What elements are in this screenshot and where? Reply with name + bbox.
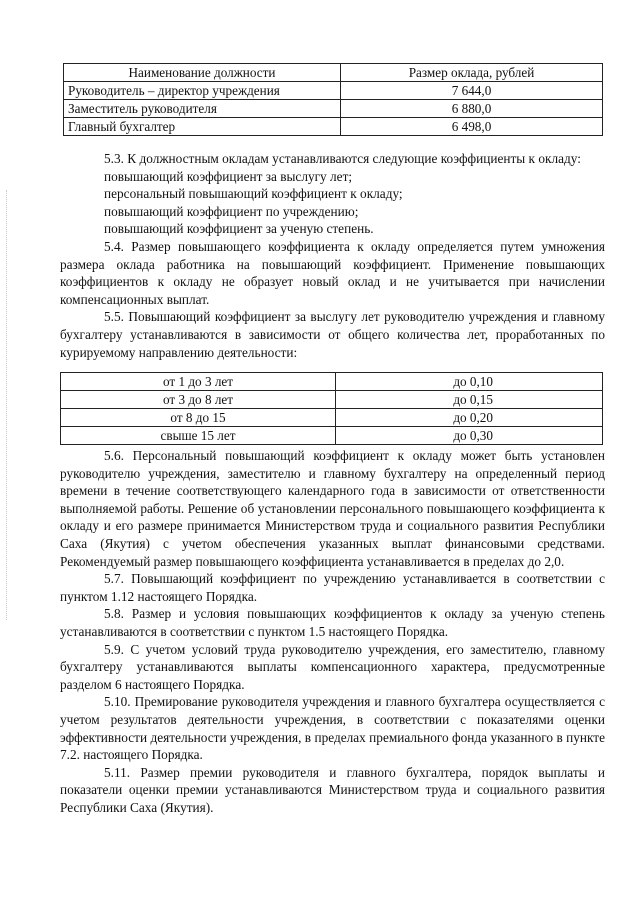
header-salary: Размер оклада, рублей [341, 64, 603, 82]
scan-edge-artifact [6, 190, 8, 620]
period-cell: от 1 до 3 лет [61, 373, 336, 391]
paragraph-5-4: 5.4. Размер повышающего коэффициента к окладу определяется путем умножения размера оклада работника на повышающий коэффициент. Применение повышающих коэффициентов к окладу не образует новый оклад и не учитывается при начислении компенсационных выплат. [60, 238, 605, 307]
list-item: повышающий коэффициент по учреждению; [104, 203, 359, 219]
text-block-bottom [60, 447, 605, 816]
coefficient-cell: до 0,15 [336, 391, 603, 409]
table-row [64, 118, 603, 136]
period-cell: от 8 до 15 [61, 409, 336, 427]
paragraph-5-11: 5.11. Размер премии руководителя и главного бухгалтера, порядок выплаты и показатели оценки премии устанавливаются Министерством труда и социального развития Республики Саха (Якутия). [60, 764, 605, 815]
salary-cell: 7 644,0 [341, 82, 603, 100]
table-row [61, 409, 603, 427]
table-row [64, 82, 603, 100]
text-block-top [60, 150, 605, 361]
paragraph-5-10: 5.10. Премирование руководителя учреждения и главного бухгалтера осуществляется с учетом результатов деятельности учреждения, в соответствии с показателями оценки эффективности деятельности учреждения, в пределах премиального фонда указанного в пункте 7.2. настоящего Порядка. [60, 694, 605, 763]
salary-table [63, 63, 603, 136]
list-item: персональный повышающий коэффициент к окладу; [104, 186, 403, 202]
salary-cell: 6 498,0 [341, 118, 603, 136]
paragraph-5-8: 5.8. Размер и условия повышающих коэффициентов к окладу за ученую степень устанавливаются в соответствии с пунктом 1.5 настоящего Порядка. [60, 606, 605, 639]
period-cell: свыше 15 лет [61, 427, 336, 445]
header-position: Наименование должности [64, 64, 341, 82]
coefficient-table [60, 372, 603, 445]
coefficient-cell: до 0,20 [336, 409, 603, 427]
paragraph-5-7: 5.7. Повышающий коэффициент по учреждению устанавливается в соответствии с пунктом 1.12 настоящего Порядка. [60, 571, 605, 604]
coefficient-cell: до 0,30 [336, 427, 603, 445]
salary-cell: 6 880,0 [341, 100, 603, 118]
table-header-row [64, 64, 603, 82]
list-item: повышающий коэффициент за ученую степень. [104, 221, 374, 237]
table-row [61, 391, 603, 409]
list-item: повышающий коэффициент за выслугу лет; [104, 168, 353, 184]
table-row [64, 100, 603, 118]
position-cell: Руководитель – директор учреждения [64, 82, 341, 100]
paragraph-5-3: 5.3. К должностным окладам устанавливаются следующие коэффициенты к окладу: [104, 151, 581, 166]
table-row [61, 373, 603, 391]
paragraph-5-9: 5.9. С учетом условий труда руководителю учреждения, его заместителю, главному бухгалтеру устанавливаются выплаты компенсационного характера, предусмотренные разделом 6 настоящего Порядка. [60, 641, 605, 692]
paragraph-5-5: 5.5. Повышающий коэффициент за выслугу лет руководителю учреждения и главному бухгалтеру устанавливаются в зависимости от общего количества лет, проработанных по курируемому направлению деятельности: [60, 309, 605, 360]
paragraph-5-6: 5.6. Персональный повышающий коэффициент к окладу может быть установлен руководителю учреждения, заместителю и главному бухгалтеру на определенный период времени в течение соответствующего календарного года в зависимости от ответственности выполняемой работы. Решение об установлении персонального повышающего коэффициента к окладу и его размере принимается Министерством труда и социального развития Республики Саха (Якутия) с учетом обеспечения указанных выплат финансовыми средствами. Рекомендуемый размер повышающего коэффициента устанавливается в пределах до 2,0. [60, 448, 605, 569]
period-cell: от 3 до 8 лет [61, 391, 336, 409]
position-cell: Заместитель руководителя [64, 100, 341, 118]
coefficient-cell: до 0,10 [336, 373, 603, 391]
table-row [61, 427, 603, 445]
position-cell: Главный бухгалтер [64, 118, 341, 136]
